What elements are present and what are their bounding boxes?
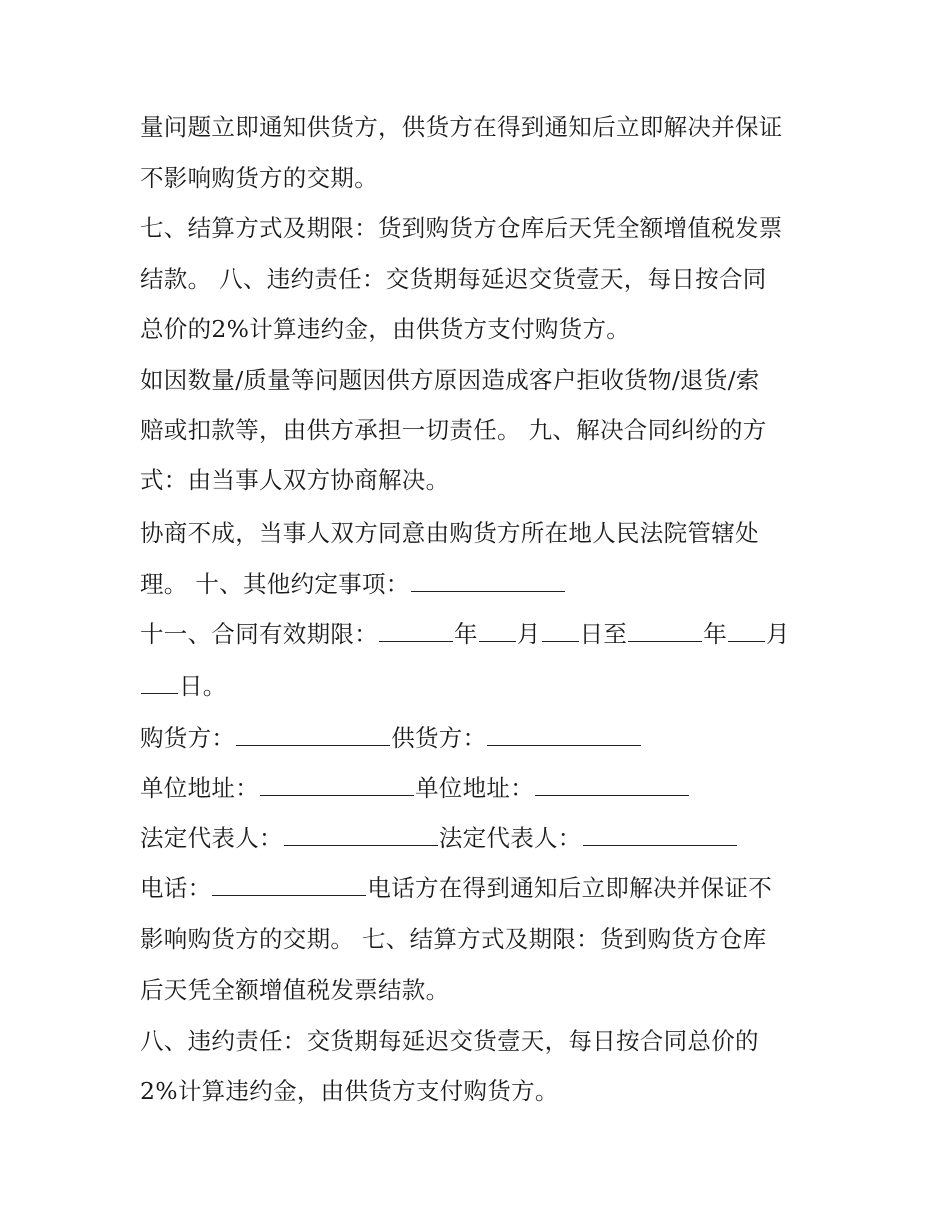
paragraph-line: 八、违约责任：交货期每延迟交货壹天，每日按合同总价的 — [140, 1027, 759, 1055]
year-label: 年 — [703, 620, 728, 648]
end-month-blank[interactable] — [728, 619, 765, 642]
buyer-legal-rep-blank[interactable] — [284, 823, 438, 846]
supplier-legal-rep-label: 法定代表人： — [438, 824, 582, 852]
paragraph-line: 结款。 八、违约责任：交货期每延迟交货壹天，每日按合同 — [140, 265, 767, 293]
year-label: 年 — [454, 620, 478, 648]
paragraph-line: 量问题立即通知供货方，供货方在得到通知后立即解决并保证 — [140, 113, 783, 141]
phone-label: 电话： — [140, 874, 212, 902]
buyer-legal-rep-label: 法定代表人： — [140, 824, 283, 852]
validity-label: 十一、合同有效期限： — [140, 620, 378, 648]
paragraph-line: 式：由当事人双方协商解决。 — [140, 466, 450, 494]
start-day-blank[interactable] — [542, 619, 579, 642]
buyer-label: 购货方： — [140, 724, 236, 752]
legal-rep-line — [140, 823, 830, 853]
start-year-blank[interactable] — [379, 619, 453, 642]
paragraph-line: 总价的2%计算违约金，由供货方支付购货方。 — [140, 315, 631, 343]
other-matters-line — [140, 569, 830, 599]
month-label: 月 — [516, 620, 541, 648]
paragraph-line: 赔或扣款等，由供方承担一切责任。 九、解决合同纠纷的方 — [140, 416, 767, 444]
buyer-blank[interactable] — [236, 723, 390, 746]
phone-blank[interactable] — [212, 873, 366, 896]
paragraph-line: 七、结算方式及期限：货到购货方仓库后天凭全额增值税发票 — [140, 214, 783, 242]
end-year-blank[interactable] — [628, 619, 702, 642]
supplier-address-blank[interactable] — [535, 773, 689, 796]
day-to-label: 日至 — [579, 620, 628, 648]
day-end-label: 日。 — [179, 672, 227, 700]
paragraph-line: 不影响购货方的交期。 — [140, 164, 378, 192]
validity-line — [140, 619, 830, 649]
buyer-address-label: 单位地址： — [140, 774, 259, 802]
party-line — [140, 723, 830, 753]
start-month-blank[interactable] — [479, 619, 516, 642]
supplier-blank[interactable] — [487, 723, 641, 746]
supplier-label: 供货方： — [391, 724, 487, 752]
paragraph-line: 影响购货方的交期。 七、结算方式及期限：货到购货方仓库 — [140, 925, 767, 953]
supplier-address-label: 单位地址： — [415, 774, 534, 802]
phone-tail-text: 电话方在得到通知后立即解决并保证不 — [367, 874, 773, 902]
supplier-legal-rep-blank[interactable] — [583, 823, 737, 846]
month-label: 月 — [766, 620, 790, 648]
paragraph-line: 后天凭全额增值税发票结款。 — [140, 976, 450, 1004]
phone-line — [140, 873, 830, 903]
other-matters-blank[interactable] — [411, 569, 565, 592]
paragraph-line: 如因数量/质量等问题因供方原因造成客户拒收货物/退货/索 — [140, 366, 760, 394]
address-line — [140, 773, 830, 803]
paragraph-line: 协商不成，当事人双方同意由购货方所在地人民法院管辖处 — [140, 519, 759, 547]
paragraph-line: 2%计算违约金，由供货方支付购货方。 — [140, 1077, 559, 1105]
other-matters-label: 理。 十、其他约定事项： — [140, 570, 410, 598]
validity-line-end — [140, 671, 830, 701]
end-day-blank[interactable] — [141, 671, 178, 694]
buyer-address-blank[interactable] — [260, 773, 414, 796]
